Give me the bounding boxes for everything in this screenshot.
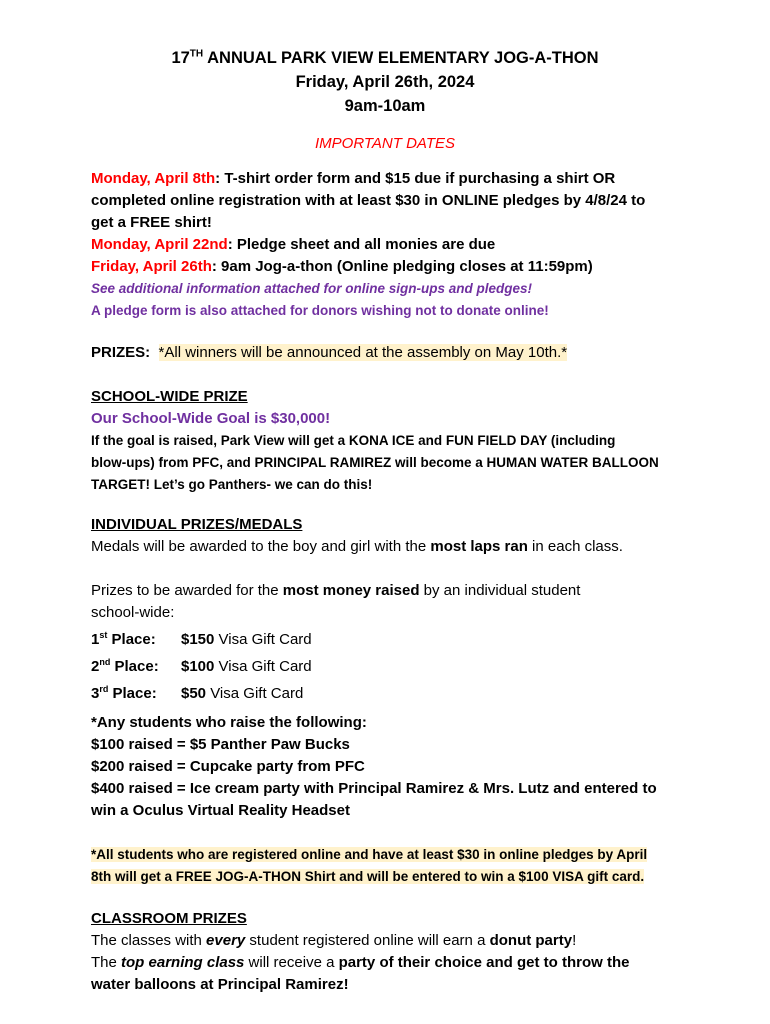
raise-reward: $400 raised = Ice cream party with Principal Ramirez & Mrs. Lutz and entered to	[91, 780, 657, 797]
school-wide-text: TARGET! Let’s go Panthers- we can do this!	[91, 477, 373, 492]
school-goal: Our School-Wide Goal is $30,000!	[91, 410, 331, 427]
raise-reward-cont: win a Oculus Virtual Reality Headset	[91, 802, 350, 819]
medals-text: Medals will be awarded to the boy and girl with the most laps ran in each class.	[91, 538, 623, 555]
money-text: Prizes to be awarded for the most money raised by an individual student	[91, 582, 581, 599]
place-row: 1st Place: $150 Visa Gift Card	[91, 630, 312, 648]
prizes-announcement	[91, 342, 691, 364]
date-label: Monday, April 8th	[91, 170, 216, 187]
prizes-label: PRIZES:	[91, 344, 151, 361]
important-dates-heading: IMPORTANT DATES	[314, 135, 455, 152]
school-wide-text: blow-ups) from PFC, and PRINCIPAL RAMIREZ will become a HUMAN WATER BALLOON	[91, 455, 659, 470]
event-time: 9am-10am	[344, 97, 426, 115]
online-info-note: See additional information attached for online sign-ups and pledges!	[91, 281, 533, 296]
date-text-cont: completed online registration with at least $30 in ONLINE pledges by 4/8/24 to	[91, 192, 646, 209]
title-line	[0, 46, 770, 70]
online-shirt-note	[91, 844, 691, 888]
section-heading: INDIVIDUAL PRIZES/MEDALS	[91, 516, 303, 533]
pledge-form-note: A pledge form is also attached for donors wishing not to donate online!	[91, 303, 549, 318]
raise-reward: $100 raised = $5 Panther Paw Bucks	[91, 736, 350, 753]
date-text: : T-shirt order form and $15 due if purchasing a shirt OR	[215, 170, 616, 187]
document-title	[0, 46, 770, 118]
date-text: : 9am Jog-a-thon (Online pledging closes at 11:59pm)	[211, 258, 593, 275]
classroom-prizes-section	[91, 908, 691, 996]
individual-prizes-section	[91, 514, 691, 705]
title-text: ANNUAL PARK VIEW ELEMENTARY JOG-A-THON	[203, 49, 599, 67]
school-wide-section	[91, 386, 691, 496]
classroom-text: The top earning class will receive a party of their choice and get to throw the	[91, 954, 630, 971]
title-number: 17	[171, 49, 190, 67]
online-note-text: 8th will get a FREE JOG-A-THON Shirt and will be entered to win a $100 VISA gift card.	[91, 869, 645, 884]
date-text: : Pledge sheet and all monies are due	[227, 236, 496, 253]
money-text-cont: school-wide:	[91, 604, 175, 621]
school-wide-text: If the goal is raised, Park View will get a KONA ICE and FUN FIELD DAY (including	[91, 433, 616, 448]
place-row: 3rd Place: $50 Visa Gift Card	[91, 684, 304, 702]
classroom-text: water balloons at Principal Ramirez!	[91, 976, 349, 993]
section-heading: CLASSROOM PRIZES	[91, 910, 247, 927]
prizes-announcement-text: *All winners will be announced at the assembly on May 10th.*	[158, 344, 568, 361]
date-text-cont: get a FREE shirt!	[91, 214, 212, 231]
raise-reward: $200 raised = Cupcake party from PFC	[91, 758, 365, 775]
event-date: Friday, April 26th, 2024	[295, 73, 475, 91]
raise-rewards-section	[91, 712, 691, 822]
important-dates-list	[91, 168, 691, 322]
date-label: Friday, April 26th	[91, 258, 212, 275]
section-heading: SCHOOL-WIDE PRIZE	[91, 388, 248, 405]
raise-intro: *Any students who raise the following:	[91, 714, 367, 731]
online-note-text: *All students who are registered online and have at least $30 in online pledges by April	[91, 847, 648, 862]
classroom-text: The classes with every student registered online will earn a donut party!	[91, 932, 577, 949]
place-row: 2nd Place: $100 Visa Gift Card	[91, 657, 312, 675]
title-superscript: TH	[189, 48, 204, 60]
date-label: Monday, April 22nd	[91, 236, 228, 253]
